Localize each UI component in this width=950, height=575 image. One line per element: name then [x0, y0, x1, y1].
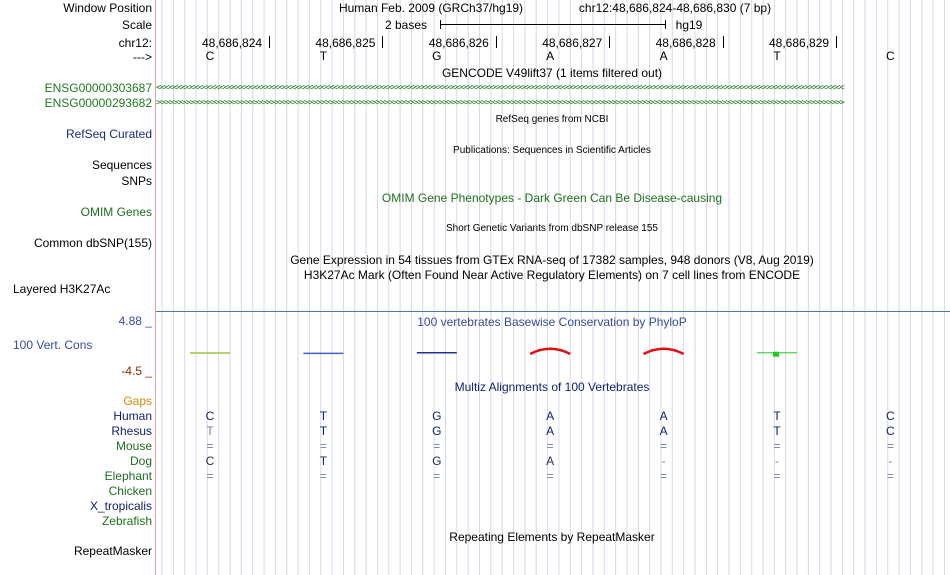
species-label[interactable]: Human: [113, 409, 152, 423]
track-label-omim-genes[interactable]: OMIM Genes: [80, 205, 152, 219]
alignment-base: T: [319, 409, 328, 423]
alignment-base: -: [888, 454, 893, 468]
track-label-repeatmasker[interactable]: RepeatMasker: [73, 544, 152, 558]
alignment-base: =: [546, 469, 554, 483]
conservation-min-value: -4.5 _: [121, 364, 152, 378]
alignment-base: =: [206, 469, 214, 483]
species-label[interactable]: Chicken: [108, 484, 152, 498]
gene-label-ensg00000303687[interactable]: ENSG00000303687: [44, 81, 152, 95]
ruler-position-label: 48,686,825: [315, 36, 376, 50]
dna-base: C: [886, 49, 895, 63]
conservation-score-mark: [773, 352, 779, 357]
strand-label: --->: [133, 50, 152, 64]
phylop-track-title: 100 vertebrates Basewise Conservation by PhyloP: [417, 315, 687, 329]
alignment-base: T: [319, 454, 328, 468]
track-label-refseq-curated[interactable]: RefSeq Curated: [65, 127, 152, 141]
track-label-sequences[interactable]: Sequences: [91, 158, 152, 172]
alignment-base: G: [432, 409, 442, 423]
alignment-base: -: [661, 454, 666, 468]
conservation-score-mark: [530, 349, 570, 354]
alignment-base: =: [886, 439, 894, 453]
dbsnp-track-title: Short Genetic Variants from dbSNP release 155: [446, 223, 658, 234]
species-label[interactable]: Mouse: [115, 439, 152, 453]
alignment-base: C: [205, 454, 215, 468]
repeatmasker-track-title: Repeating Elements by RepeatMasker: [449, 530, 655, 544]
alignment-base: A: [659, 409, 668, 423]
alignment-base: =: [773, 439, 781, 453]
alignment-base: =: [206, 439, 214, 453]
alignment-base: T: [773, 409, 781, 423]
alignment-base: =: [886, 469, 894, 483]
ruler-position-label: 48,686,826: [428, 36, 489, 50]
dna-base: T: [773, 49, 781, 63]
conservation-plot: [156, 0, 950, 575]
species-label[interactable]: Elephant: [104, 469, 152, 483]
alignment-base: A: [546, 454, 555, 468]
alignment-base: =: [773, 469, 781, 483]
h3k27ac-track-title: H3K27Ac Mark (Often Found Near Active Regulatory Elements) on 7 cell lines from ENCODE: [303, 268, 801, 282]
conservation-max-value: 4.88 _: [118, 314, 152, 328]
species-label[interactable]: X_tropicalis: [89, 499, 152, 513]
alignment-base: =: [433, 469, 441, 483]
multiz-track-title: Multiz Alignments of 100 Vertebrates: [454, 380, 650, 394]
scale-database: hg19: [675, 18, 703, 32]
dna-base: C: [205, 49, 215, 63]
gencode-track-title: GENCODE V49lift37 (1 items filtered out): [441, 66, 663, 80]
window-position-label: Window Position: [63, 1, 152, 15]
alignment-base: =: [660, 469, 668, 483]
gene-label-ensg00000293682[interactable]: ENSG00000293682: [44, 96, 152, 110]
alignment-base: =: [546, 439, 554, 453]
chromosome-label: chr12:: [118, 36, 152, 50]
alignment-base: C: [205, 409, 215, 423]
track-label-layered-h3k27ac[interactable]: Layered H3K27Ac: [13, 282, 111, 296]
ruler-position-label: 48,686,828: [655, 36, 716, 50]
assembly-title: Human Feb. 2009 (GRCh37/hg19): [338, 1, 524, 15]
gene-strand-arrows-ensg00000293682[interactable]: >>>>>>>>>>>>>>>>>>>>>>>>>>>>>>>>>>>>>>>>>>>>>>>>>>>>>>>>>>>>>>>>>>>>>>>>>>>>>>>>>>>>>>>>>>>>>>>>>>>>>>>>>>>>>>>>>>>>>>>>>>>>>>>>>>>>>>>>>>>>>>>>>>>>>>>>>>>>>>>>>>>: [156, 98, 844, 108]
alignment-base: A: [546, 424, 555, 438]
alignment-base: G: [432, 424, 442, 438]
scale-text: 2 bases: [384, 18, 428, 32]
dna-base: A: [546, 49, 555, 63]
alignment-base: T: [319, 424, 328, 438]
dna-base: G: [432, 49, 442, 63]
track-label-100-vert-cons[interactable]: 100 Vert. Cons: [13, 338, 93, 352]
alignment-base: =: [319, 439, 327, 453]
scale-label: Scale: [121, 18, 152, 32]
alignment-base: A: [546, 409, 555, 423]
omim-track-title: OMIM Gene Phenotypes - Dark Green Can Be Disease-causing: [381, 191, 723, 205]
species-label[interactable]: Dog: [129, 454, 152, 468]
alignment-base: T: [206, 424, 214, 438]
dna-base: T: [319, 49, 328, 63]
alignment-base: A: [659, 424, 668, 438]
refseq-track-title: RefSeq genes from NCBI: [495, 114, 609, 125]
ruler-position-label: 48,686,827: [542, 36, 603, 50]
track-display-area[interactable]: [156, 0, 950, 575]
alignment-base: =: [319, 469, 327, 483]
alignment-base: =: [433, 439, 441, 453]
alignment-base: T: [773, 424, 781, 438]
track-label-common-dbsnp[interactable]: Common dbSNP(155): [33, 236, 152, 250]
alignment-base: G: [432, 454, 442, 468]
ruler-position-label: 48,686,829: [769, 36, 830, 50]
conservation-score-mark: [644, 349, 684, 354]
alignment-base: C: [886, 409, 895, 423]
gtex-track-title: Gene Expression in 54 tissues from GTEx RNA-seq of 17382 samples, 948 donors (V8, Aug 2019): [290, 253, 814, 267]
dna-base: A: [659, 49, 668, 63]
track-label-snps[interactable]: SNPs: [121, 174, 152, 188]
position-readout: chr12:48,686,824-48,686,830 (7 bp): [578, 1, 772, 15]
species-label[interactable]: Zebrafish: [101, 514, 152, 528]
publications-track-title: Publications: Sequences in Scientific Articles: [453, 145, 651, 156]
ruler-position-label: 48,686,824: [202, 36, 263, 50]
alignment-base: -: [775, 454, 779, 468]
gene-strand-arrows-ensg00000303687[interactable]: <<<<<<<<<<<<<<<<<<<<<<<<<<<<<<<<<<<<<<<<<<<<<<<<<<<<<<<<<<<<<<<<<<<<<<<<<<<<<<<<<<<<<<<<<<<<<<<<<<<<<<<<<<<<<<<<<<<<<<<<<<<<<<<<<<<<<<<<<<<<<<<<<<<<<<<<<<<<<<<<<<<: [156, 83, 844, 93]
alignment-base: C: [886, 424, 895, 438]
track-label-gaps[interactable]: Gaps: [123, 394, 152, 408]
track-label-column: [0, 0, 155, 575]
species-label[interactable]: Rhesus: [111, 424, 152, 438]
alignment-base: =: [660, 439, 668, 453]
